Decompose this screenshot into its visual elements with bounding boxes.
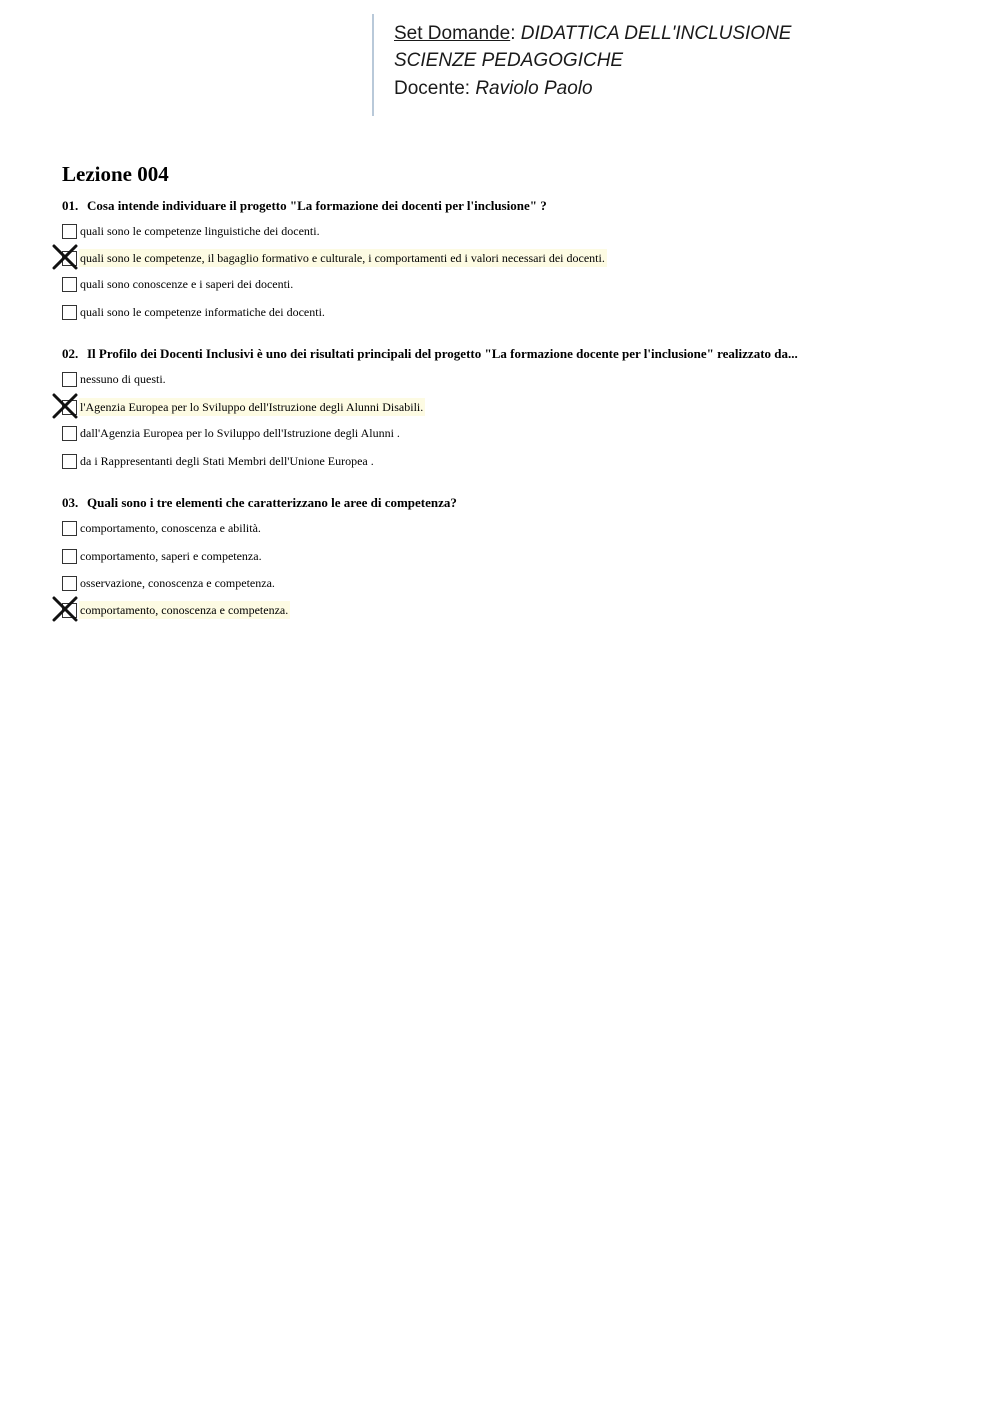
question-number: 02. [62, 346, 79, 361]
answer-text: da i Rappresentanti degli Stati Membri dell'Unione Europea . [80, 454, 374, 468]
answer-text: quali sono le competenze linguistiche dei docenti. [80, 224, 320, 238]
course-title: SCIENZE PEDAGOGICHE [394, 50, 624, 71]
header-set-line [394, 23, 791, 45]
answer-text: quali sono conoscenze e i saperi dei docenti. [80, 277, 294, 291]
question-title [62, 198, 547, 214]
x-mark-icon [52, 393, 78, 419]
question-block [0, 346, 1000, 496]
question-block [0, 198, 1000, 348]
question-text: Quali sono i tre elementi che caratterizzano le aree di competenza? [87, 495, 457, 510]
question-block [0, 495, 1000, 645]
answer-checkbox[interactable] [62, 521, 77, 536]
answer-text: dall'Agenzia Europea per lo Sviluppo dell'Istruzione degli Alunni . [80, 426, 400, 440]
teacher-name: Raviolo Paolo [475, 78, 593, 99]
header-teacher-line [394, 78, 593, 100]
x-mark-icon [52, 596, 78, 622]
answer-checkbox[interactable] [62, 224, 77, 239]
answer-text: nessuno di questi. [80, 372, 166, 386]
answer-text: comportamento, saperi e competenza. [80, 549, 262, 563]
answer-text: quali sono le competenze, il bagaglio formativo e culturale, i comportamenti ed i valori necessari dei docenti. [80, 251, 605, 265]
answer-text: comportamento, conoscenza e competenza. [80, 603, 289, 617]
answer-text: quali sono le competenze informatiche dei docenti. [80, 305, 325, 319]
question-text: Cosa intende individuare il progetto "La formazione dei docenti per l'inclusione" ? [87, 198, 547, 213]
answer-checkbox[interactable] [62, 305, 77, 320]
document-header [372, 14, 934, 116]
answer-checkbox[interactable] [62, 549, 77, 564]
set-label: Set Domande [394, 23, 511, 44]
lesson-title: Lezione 004 [62, 162, 169, 186]
subject-title: DIDATTICA DELL'INCLUSIONE [520, 23, 792, 44]
answer-text: osservazione, conoscenza e competenza. [80, 576, 275, 590]
answer-checkbox[interactable] [62, 277, 77, 292]
question-title [62, 346, 798, 362]
question-text: Il Profilo dei Docenti Inclusivi è uno dei risultati principali del progetto "La formazione docente per l'inclusione" realizzato da... [87, 346, 798, 361]
question-title [62, 495, 457, 511]
answer-checkbox[interactable] [62, 372, 77, 387]
question-number: 01. [62, 198, 79, 213]
x-mark-icon [52, 244, 78, 270]
answer-text: l'Agenzia Europea per lo Sviluppo dell'Istruzione degli Alunni Disabili. [80, 400, 424, 414]
answer-checkbox[interactable] [62, 454, 77, 469]
teacher-label: Docente: [394, 78, 471, 99]
answer-text: comportamento, conoscenza e abilità. [80, 521, 261, 535]
answer-checkbox[interactable] [62, 426, 77, 441]
answer-checkbox[interactable] [62, 576, 77, 591]
question-number: 03. [62, 495, 79, 510]
set-separator: : [510, 23, 516, 44]
